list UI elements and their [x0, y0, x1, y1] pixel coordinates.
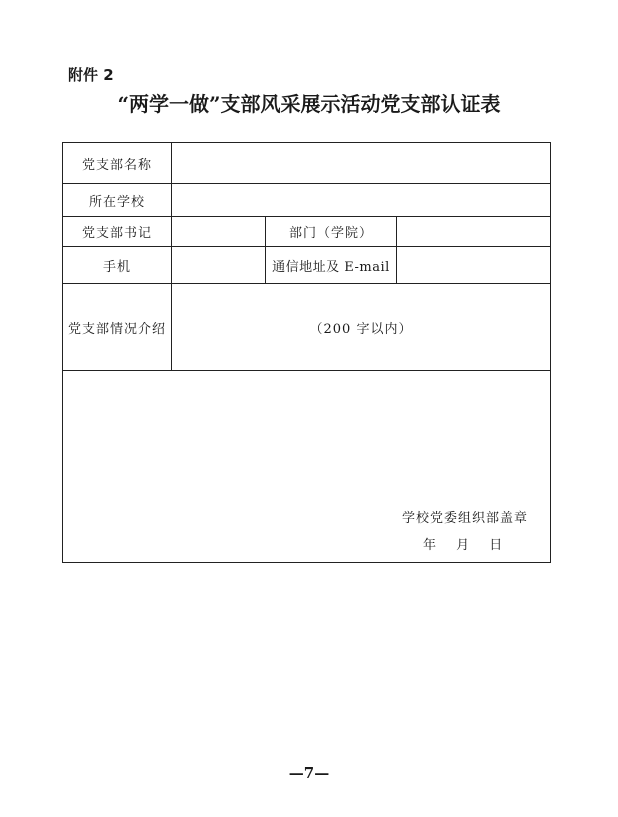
address-email-label: 通信地址及 E-mail — [272, 259, 390, 275]
department-label: 部门（学院） — [288, 226, 373, 241]
attachment-label: 附件 2 — [68, 66, 114, 84]
branch-name-field[interactable] — [172, 143, 550, 183]
secretary-label: 党支部书记 — [81, 226, 152, 241]
branch-intro-label: 党支部情况介绍 — [67, 321, 166, 337]
seal-label: 学校党委组织部盖章 — [402, 511, 529, 526]
address-email-field[interactable] — [397, 247, 550, 283]
department-field[interactable] — [397, 217, 550, 246]
phone-field[interactable] — [172, 247, 265, 283]
page-number: —7— — [288, 764, 330, 782]
date-line: 年 月 日 — [423, 538, 504, 553]
school-field[interactable] — [172, 184, 550, 216]
intro-length-hint: （200 字以内） — [309, 321, 413, 337]
secretary-field[interactable] — [172, 217, 265, 246]
page-title: “两学一做”支部风采展示活动党支部认证表 — [117, 92, 501, 116]
phone-label: 手机 — [102, 259, 131, 275]
branch-name-label: 党支部名称 — [81, 157, 152, 173]
school-label: 所在学校 — [88, 194, 145, 210]
branch-intro-field[interactable] — [172, 284, 550, 370]
certification-form-table — [62, 142, 551, 563]
